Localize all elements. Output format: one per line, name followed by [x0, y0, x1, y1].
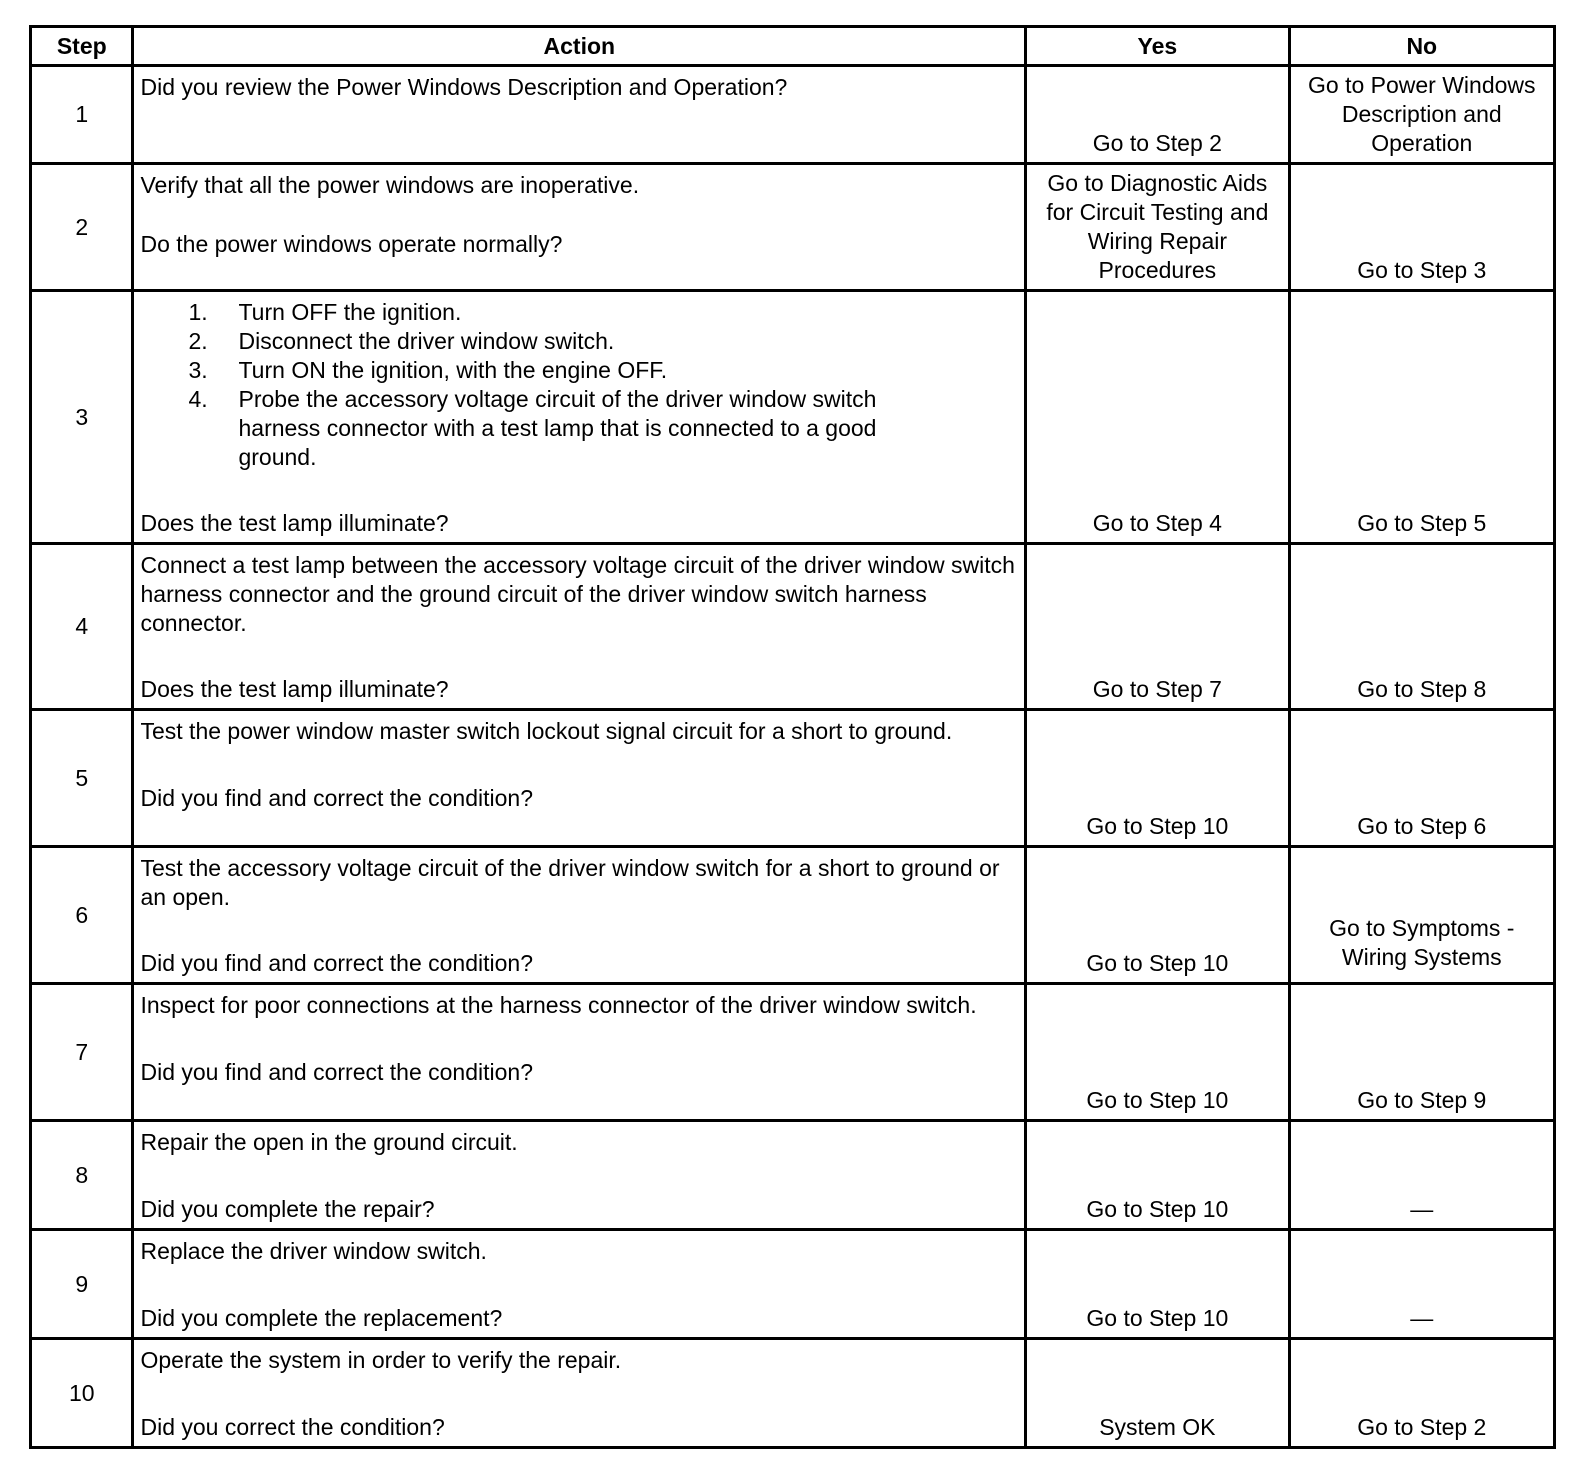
table-row [31, 164, 1555, 291]
table-row [31, 984, 1555, 1121]
table-row [31, 1339, 1555, 1448]
action-text: Did you review the Power Windows Description and Operation? [140, 74, 788, 100]
table-row [31, 847, 1555, 984]
diagnostic-table [29, 25, 1556, 1449]
substep-text: Disconnect the driver window switch. [238, 328, 615, 354]
table-row [31, 66, 1555, 164]
no-cell: Go to Power Windows Description and Operation [1289, 66, 1554, 164]
yes-cell: Go to Step 2 [1026, 66, 1289, 164]
action-cell [133, 710, 1026, 847]
no-cell: Go to Step 6 [1289, 710, 1554, 847]
action-text: Test the accessory voltage circuit of the driver window switch for a short to ground or an open. [140, 855, 1000, 910]
action-text: Repair the open in the ground circuit. [140, 1129, 518, 1155]
substep-text: Probe the accessory voltage circuit of the driver window switch harness connector with a test lamp that is connected to a good ground. [238, 386, 877, 470]
header-yes: Yes [1026, 27, 1289, 66]
no-cell: Go to Step 3 [1289, 164, 1554, 291]
table-row [31, 1230, 1555, 1339]
action-text: Inspect for poor connections at the harness connector of the driver window switch. [140, 992, 977, 1018]
step-number: 2 [31, 164, 133, 291]
no-cell: Go to Step 9 [1289, 984, 1554, 1121]
table-row [31, 710, 1555, 847]
step-number: 3 [31, 291, 133, 544]
action-question: Do the power windows operate normally? [140, 231, 563, 257]
yes-cell: Go to Step 10 [1026, 984, 1289, 1121]
substep-item [140, 298, 1016, 327]
action-question: Did you complete the repair? [140, 1196, 435, 1222]
substep-number: 2. [188, 328, 208, 354]
yes-cell: Go to Step 10 [1026, 710, 1289, 847]
table-row [31, 291, 1555, 544]
action-cell [133, 847, 1026, 984]
action-question: Did you correct the condition? [140, 1414, 445, 1440]
substep-item [140, 327, 1016, 356]
action-text: Operate the system in order to verify the repair. [140, 1347, 622, 1373]
substep-item [140, 385, 1016, 472]
action-cell [133, 544, 1026, 710]
action-question: Did you find and correct the condition? [140, 1059, 534, 1085]
step-number: 6 [31, 847, 133, 984]
substep-number: 1. [188, 299, 208, 325]
action-question: Did you find and correct the condition? [140, 785, 534, 811]
yes-cell: System OK [1026, 1339, 1289, 1448]
no-cell: — [1289, 1121, 1554, 1230]
substep-number: 3. [188, 357, 208, 383]
action-cell [133, 1121, 1026, 1230]
yes-cell: Go to Step 10 [1026, 1230, 1289, 1339]
header-action: Action [133, 27, 1026, 66]
action-cell [133, 291, 1026, 544]
action-question: Does the test lamp illuminate? [140, 676, 449, 702]
yes-cell: Go to Step 7 [1026, 544, 1289, 710]
substep-item [140, 356, 1016, 385]
substep-text: Turn OFF the ignition. [238, 299, 462, 325]
yes-cell: Go to Step 4 [1026, 291, 1289, 544]
step-number: 5 [31, 710, 133, 847]
yes-cell: Go to Step 10 [1026, 1121, 1289, 1230]
action-cell [133, 984, 1026, 1121]
action-cell [133, 1339, 1026, 1448]
substep-number: 4. [188, 386, 208, 412]
step-number: 9 [31, 1230, 133, 1339]
action-question: Did you complete the replacement? [140, 1305, 503, 1331]
header-row [31, 27, 1555, 66]
step-number: 10 [31, 1339, 133, 1448]
step-number: 4 [31, 544, 133, 710]
action-cell [133, 66, 1026, 164]
action-cell [133, 164, 1026, 291]
table-row [31, 1121, 1555, 1230]
no-cell: Go to Symptoms - Wiring Systems [1289, 847, 1554, 984]
action-text: Verify that all the power windows are inoperative. [140, 172, 640, 198]
no-cell: Go to Step 2 [1289, 1339, 1554, 1448]
no-cell: — [1289, 1230, 1554, 1339]
yes-cell: Go to Step 10 [1026, 847, 1289, 984]
action-text: Test the power window master switch lockout signal circuit for a short to ground. [140, 718, 953, 744]
no-cell: Go to Step 5 [1289, 291, 1554, 544]
action-text: Connect a test lamp between the accessory voltage circuit of the driver window switch harness connector and the ground circuit of the driver window switch harness connector. [140, 552, 1015, 636]
action-question: Does the test lamp illuminate? [140, 510, 449, 536]
header-no: No [1289, 27, 1554, 66]
table-row [31, 544, 1555, 710]
action-question: Did you find and correct the condition? [140, 950, 534, 976]
header-step: Step [31, 27, 133, 66]
step-number: 8 [31, 1121, 133, 1230]
action-text: Replace the driver window switch. [140, 1238, 487, 1264]
yes-cell: Go to Diagnostic Aids for Circuit Testing and Wiring Repair Procedures [1026, 164, 1289, 291]
substep-text: Turn ON the ignition, with the engine OFF. [238, 357, 668, 383]
step-number: 7 [31, 984, 133, 1121]
no-cell: Go to Step 8 [1289, 544, 1554, 710]
substep-list [140, 298, 1016, 472]
action-cell [133, 1230, 1026, 1339]
step-number: 1 [31, 66, 133, 164]
